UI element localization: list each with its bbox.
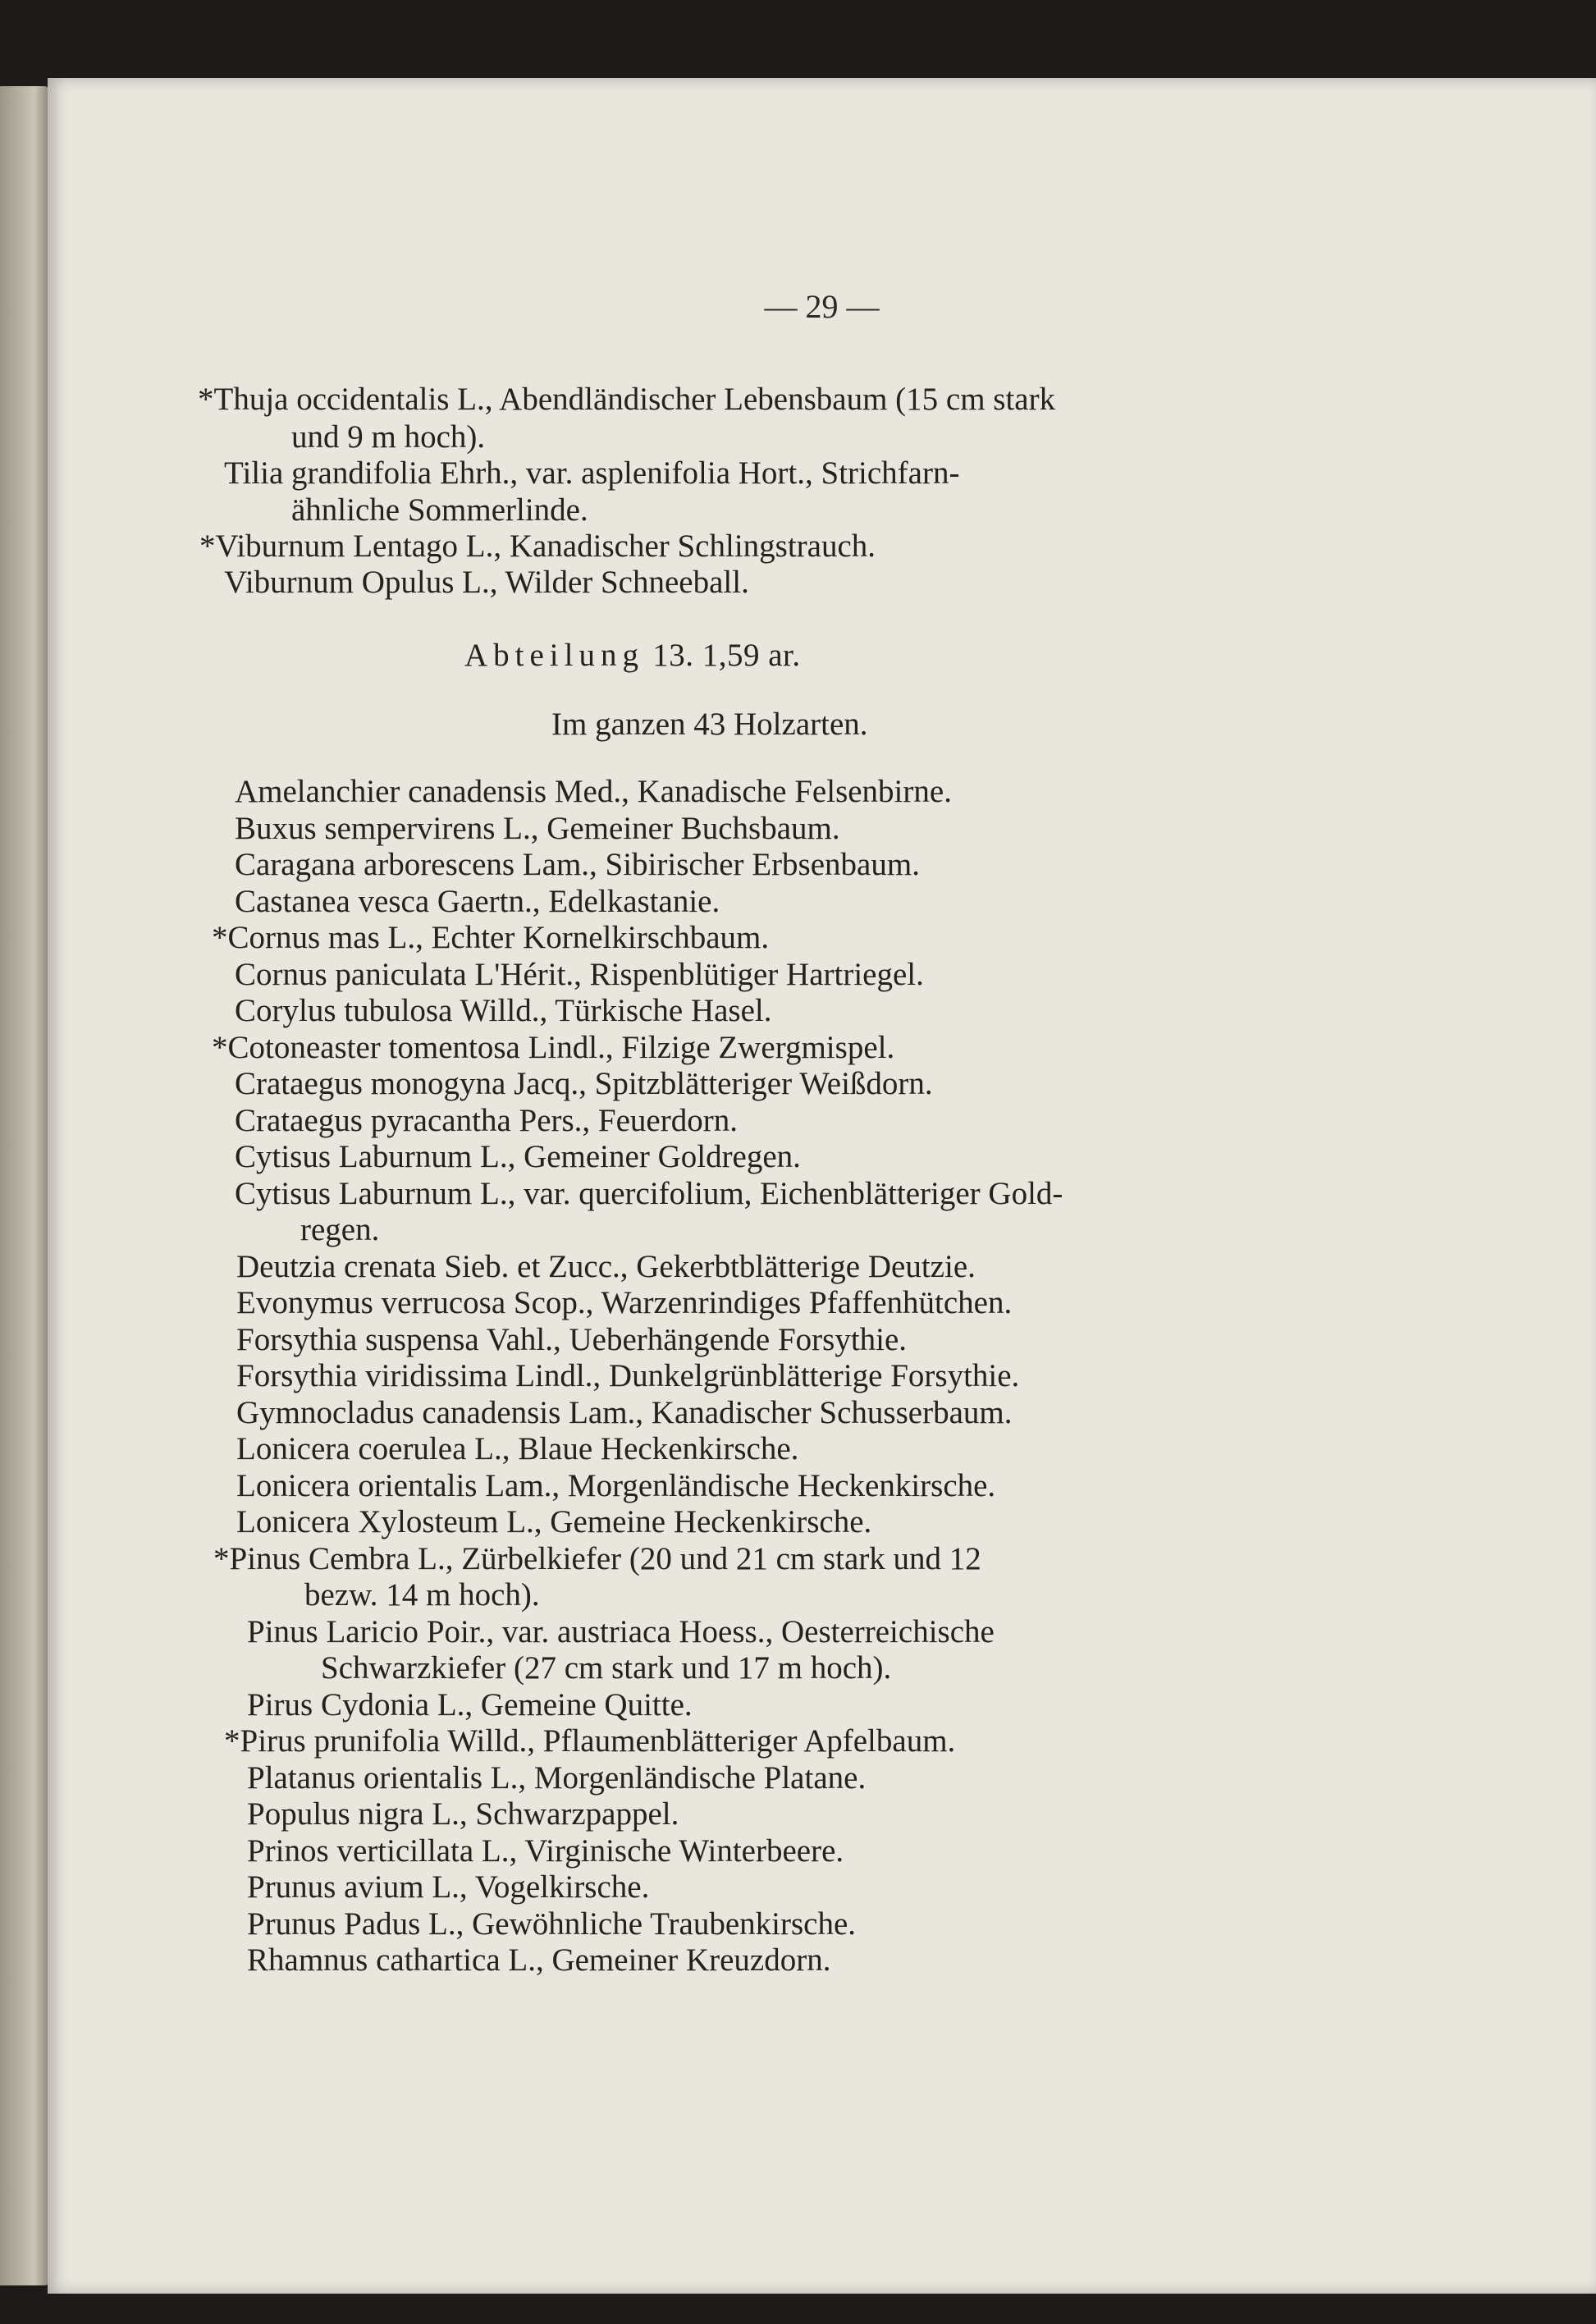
text-line: Crataegus pyracantha Pers., Feuerdorn.	[235, 1103, 738, 1138]
text-line: bezw. 14 m hoch).	[304, 1577, 540, 1613]
text-line: Tilia grandifolia Ehrh., var. asplenifolia Hort., Strichfarn-	[224, 455, 960, 491]
text-line: Crataegus monogyna Jacq., Spitzblätteriger Weißdorn.	[235, 1066, 933, 1101]
text-line: Amelanchier canadensis Med., Kanadische Felsenbirne.	[235, 774, 952, 809]
text-line: Evonymus verrucosa Scop., Warzenrindiges Pfaffenhütchen.	[236, 1285, 1013, 1320]
text-line: Forsythia viridissima Lindl., Dunkelgrünblätterige Forsythie.	[236, 1358, 1020, 1393]
text-line: Forsythia suspensa Vahl., Ueberhängende Forsythie.	[236, 1322, 908, 1357]
text-line: Prunus avium L., Vogelkirsche.	[247, 1869, 650, 1905]
text-line: *Viburnum Lentago L., Kanadischer Schlingstrauch.	[199, 528, 876, 564]
text-line: ähnliche Sommerlinde.	[291, 492, 588, 528]
text-line: Viburnum Opulus L., Wilder Schneeball.	[224, 565, 749, 600]
text-line: Platanus orientalis L., Morgenländische Platane.	[247, 1760, 867, 1796]
text-line: Cornus paniculata L'Hérit., Rispenblütiger Hartriegel.	[235, 957, 924, 992]
left-page-edge	[0, 86, 49, 2285]
text-line: Pinus Laricio Poir., var. austriaca Hoess., Oesterreichische	[247, 1614, 995, 1649]
text-line: Castanea vesca Gaertn., Edelkastanie.	[235, 884, 720, 919]
text-line: Buxus sempervirens L., Gemeiner Buchsbaum.	[235, 811, 840, 846]
text-line: *Pirus prunifolia Willd., Pflaumenblätteriger Apfelbaum.	[224, 1723, 956, 1759]
text-line: Lonicera coerulea L., Blaue Heckenkirsche.	[236, 1431, 799, 1466]
text-line: *Cornus mas L., Echter Kornelkirschbaum.	[212, 920, 770, 955]
page-number: — 29 —	[764, 288, 880, 325]
text-line: Rhamnus cathartica L., Gemeiner Kreuzdorn.	[247, 1942, 831, 1978]
text-line: und 9 m hoch).	[291, 419, 486, 455]
text-line: regen.	[300, 1212, 380, 1247]
section-title-word: Abteilung	[464, 638, 644, 673]
book-page	[48, 78, 1596, 2294]
text-line: Gymnocladus canadensis Lam., Kanadischer Schusserbaum.	[236, 1395, 1013, 1430]
text-line: Lonicera Xylosteum L., Gemeine Heckenkirsche.	[236, 1504, 872, 1539]
section-heading	[464, 639, 801, 671]
text-line: Populus nigra L., Schwarzpappel.	[247, 1796, 679, 1832]
text-line: *Pinus Cembra L., Zürbelkiefer (20 und 21 cm stark und 12	[213, 1541, 981, 1576]
text-line: Pirus Cydonia L., Gemeine Quitte.	[247, 1687, 693, 1722]
text-line: *Thuja occidentalis L., Abendländischer Lebensbaum (15 cm stark	[198, 382, 1056, 417]
text-line: Prunus Padus L., Gewöhnliche Traubenkirsche.	[247, 1906, 857, 1942]
text-line: Lonicera orientalis Lam., Morgenländische Heckenkirsche.	[236, 1468, 996, 1503]
text-line: *Cotoneaster tomentosa Lindl., Filzige Zwergmispel.	[212, 1030, 895, 1065]
text-line: Schwarzkiefer (27 cm stark und 17 m hoch).	[321, 1650, 892, 1686]
section-subtitle: Im ganzen 43 Holzarten.	[551, 707, 868, 742]
text-line: Caragana arborescens Lam., Sibirischer Erbsenbaum.	[235, 847, 920, 882]
text-line: Deutzia crenata Sieb. et Zucc., Gekerbtblätterige Deutzie.	[236, 1249, 976, 1284]
text-line: Prinos verticillata L., Virginische Winterbeere.	[247, 1833, 844, 1869]
text-line: Cytisus Laburnum L., var. quercifolium, Eichenblätteriger Gold-	[235, 1176, 1063, 1211]
section-title-rest: 13. 1,59 ar.	[643, 638, 801, 673]
text-line: Cytisus Laburnum L., Gemeiner Goldregen.	[235, 1139, 801, 1174]
text-line: Corylus tubulosa Willd., Türkische Hasel.	[235, 993, 772, 1028]
